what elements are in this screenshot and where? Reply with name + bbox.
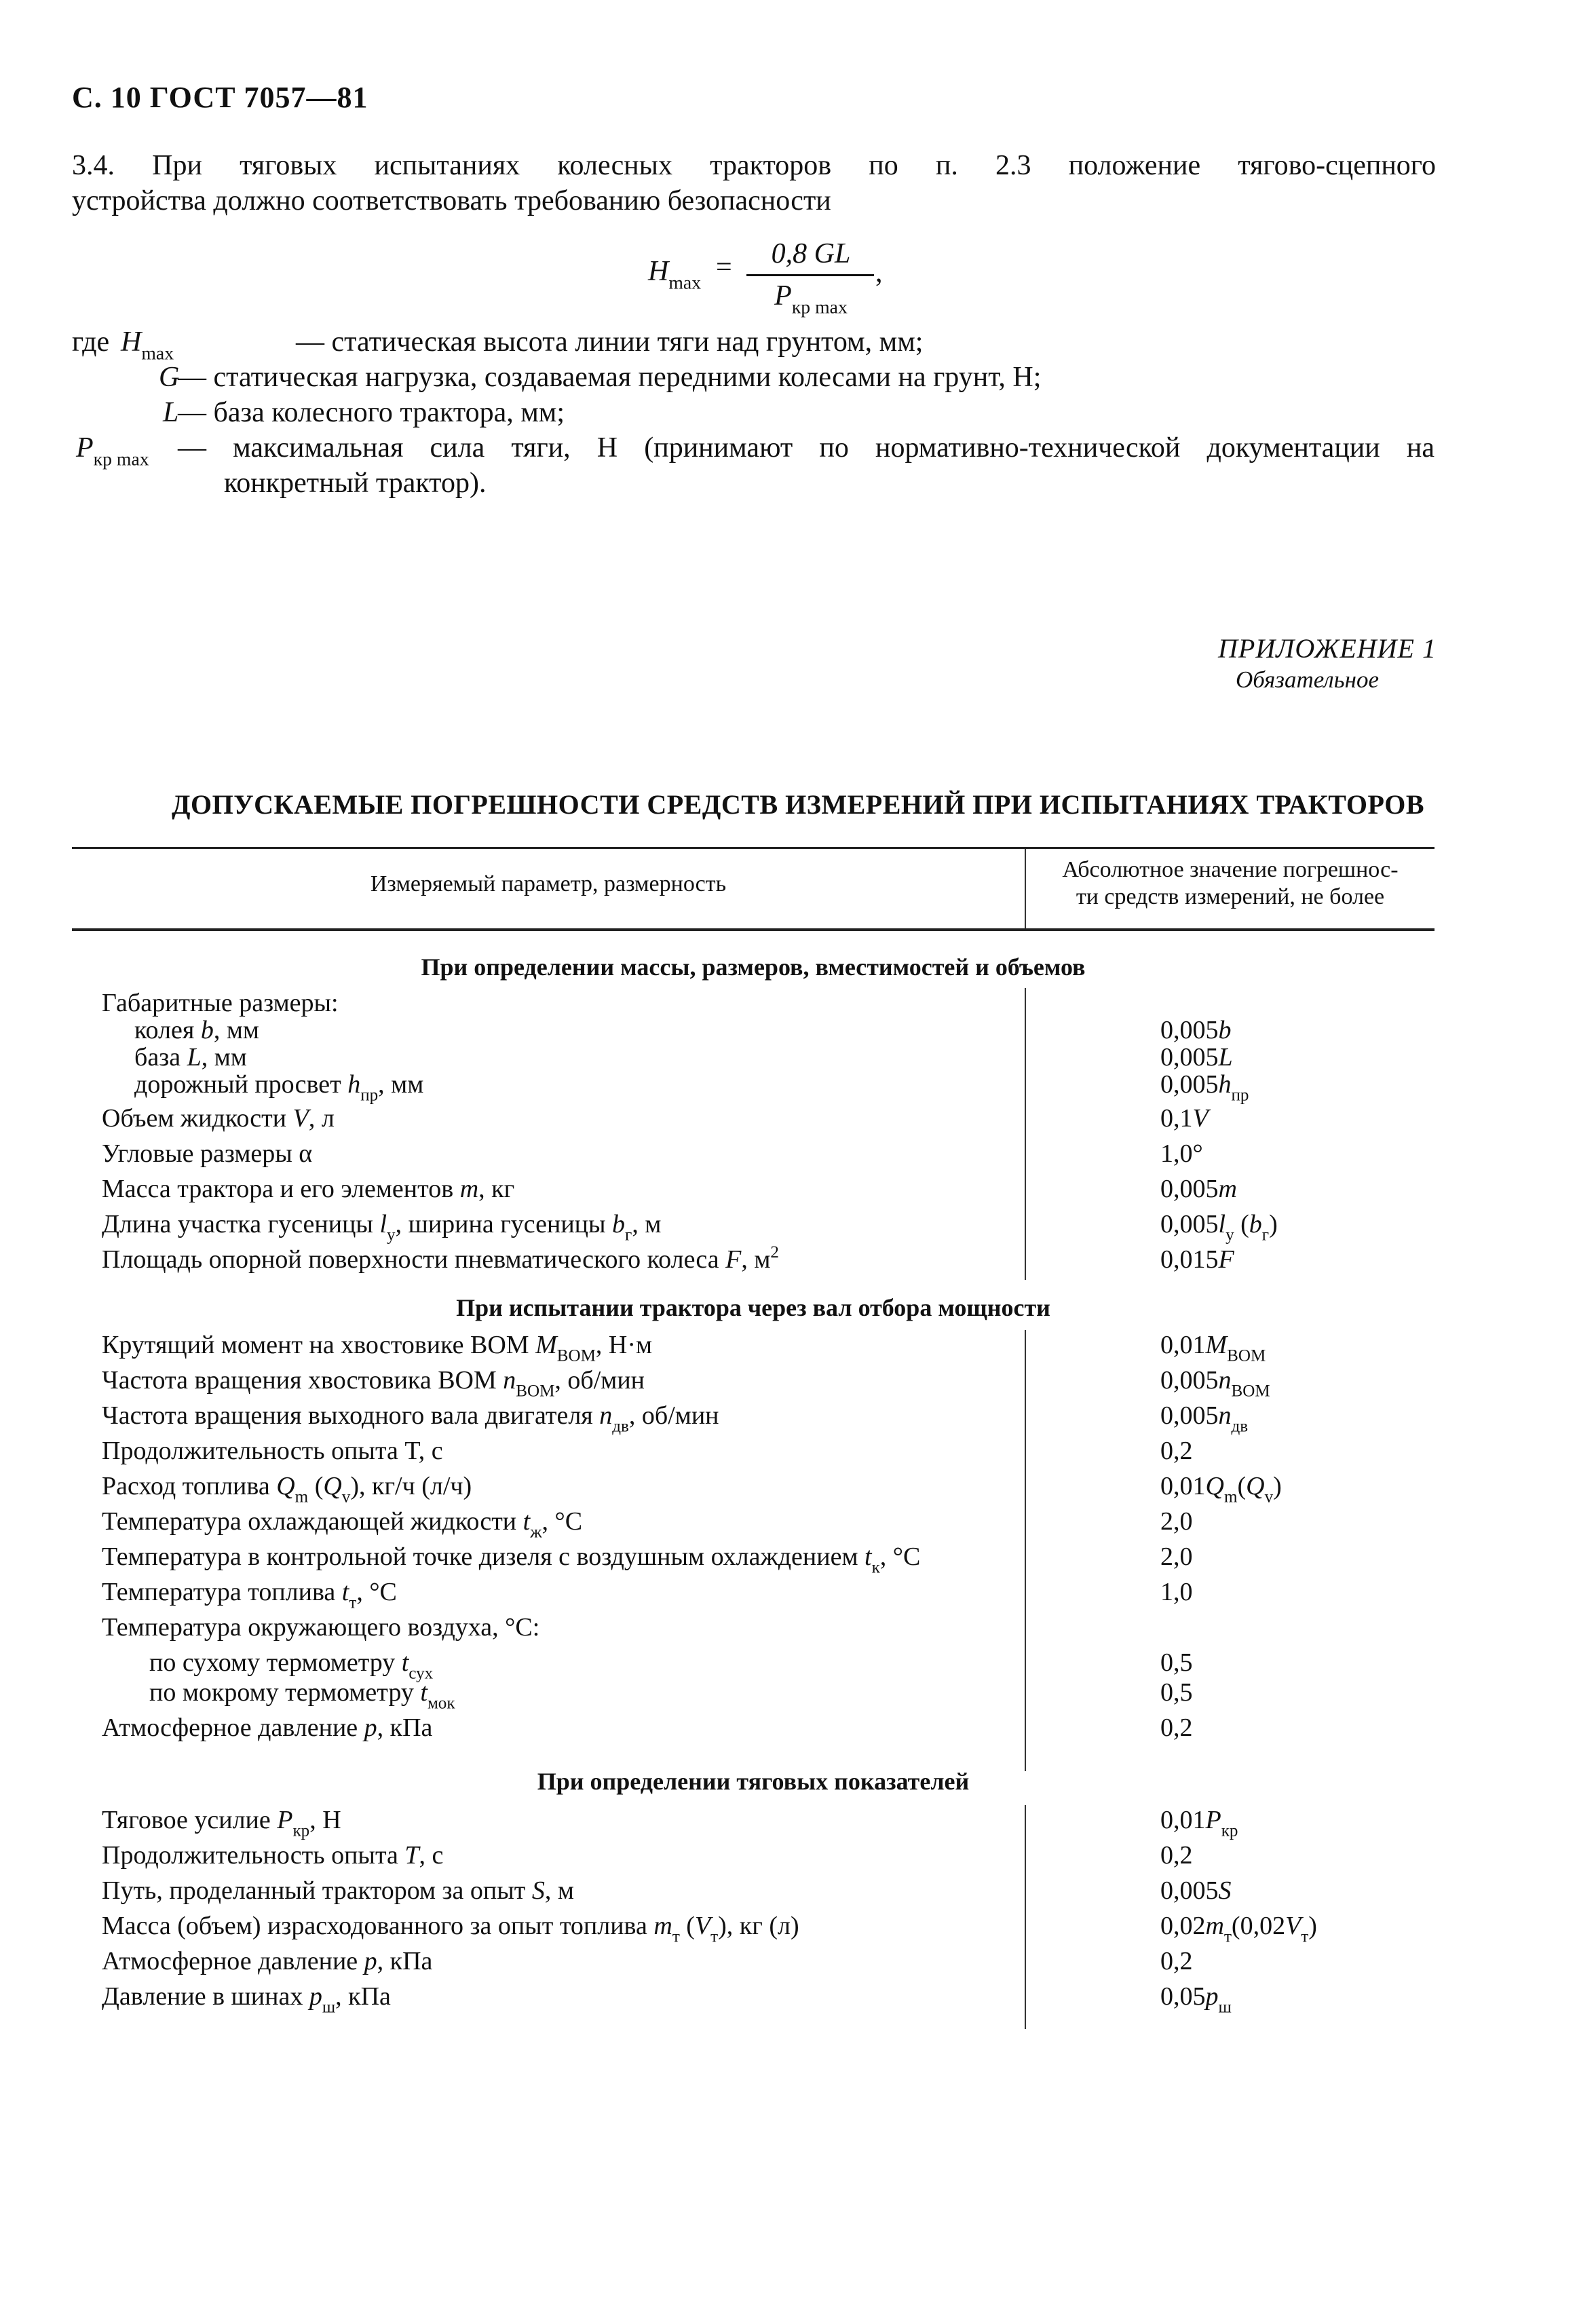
formula-numerator: 0,8 GL [771,238,851,269]
definitions-list [72,324,1497,508]
table-row: Температура окружающего воздуха, °С: [102,1613,540,1642]
table-row: Продолжительность опыта T, с 0,2 [102,1841,1193,1870]
appendix-title: ПРИЛОЖЕНИЕ 1 [1218,633,1437,664]
formula-lhs-symbol: H [648,256,669,287]
table-row: база L, мм 0,005L [134,1043,1233,1072]
paragraph-3-4-line1: 3.4. При тяговых испытаниях колесных тракторов по п. 2.3 положение тягово-сцепного [72,150,1436,181]
paragraph-3-4-line2: устройства должно соответствовать требованию безопасности [72,185,831,216]
table-row: Температура в контрольной точке дизеля с воздушным охлаждением $t_к$, °С 2,0 [102,1542,1193,1577]
definition-text: — статическая нагрузка, создаваемая передними колесами на грунт, Н; [178,362,1042,393]
table-row: Масса (объем) израсходованного за опыт топлива $m_т$ $(V_т)$, кг (л) $0,02m_т(0,02V_т)$ [102,1912,1317,1946]
column-header-parameter: Измеряемый параметр, размерность [370,871,727,896]
table-row: Температура охлаждающей жидкости $t_ж$, °С 2,0 [102,1507,1193,1542]
definition-text-cont: конкретный трактор). [224,468,487,499]
definition-text: — база колесного трактора, мм; [178,397,565,428]
table-row: Частота вращения выходного вала двигателя $n_{дв}$, об/мин $0,005n_{дв}$ [102,1401,1249,1436]
formula-den-symbol: P [774,280,792,311]
table-row: Температура топлива $t_т$, °С 1,0 [102,1578,1193,1612]
table-title: ДОПУСКАЕМЫЕ ПОГРЕШНОСТИ СРЕДСТВ ИЗМЕРЕНИЙ ПРИ ИСПЫТАНИЯХ ТРАКТОРОВ [171,789,1425,820]
formula-comma: , [875,257,883,288]
column-header-error-line1: Абсолютное значение погрешнос- [1062,857,1399,882]
formula-hmax [648,238,892,319]
definition-term: G [159,362,180,393]
table-row: Давление в шинах $p_ш$, кПа $0,05p_ш$ [102,1982,1232,2017]
table-row: по мокрому термометру $t_{мок}$ 0,5 [149,1678,1193,1713]
table-row: Расход топлива $Q_m$ $(Q_v)$, кг/ч (л/ч) $0,01Q_m(Q_v)$ [102,1472,1282,1507]
table-row: Атмосферное давление p, кПа 0,2 [102,1713,1193,1742]
formula-equals: = [716,252,732,283]
column-header-error-line2: ти средств измерений, не более [1076,884,1385,909]
definition-text: — статическая высота линии тяги над грунтом, мм; [296,326,924,358]
table-row: Тяговое усилие $P_{кр}$, Н $0,01P_{кр}$ [102,1806,1238,1840]
formula-fraction-bar [746,274,874,276]
table-row: Частота вращения хвостовика ВОМ $n_{ВОМ}$, об/мин $0,005n_{ВОМ}$ [102,1366,1270,1401]
definition-term: $H_{max}$ [121,326,174,364]
table-row: колея b, мм 0,005b [134,1016,1232,1044]
definition-where: где [72,326,110,358]
table-row: по сухому термометру $t_{сух}$ 0,5 [149,1648,1193,1683]
table-row: Крутящий момент на хвостовике ВОМ $M_{ВОМ}$, Н·м $0,01M_{ВОМ}$ [102,1331,1266,1365]
formula-den-sub: кр max [791,296,848,318]
section-title: При испытании трактора через вал отбора мощности [456,1294,1050,1321]
table-row: Атмосферное давление p, кПа 0,2 [102,1947,1193,1975]
table-row: Площадь опорной поверхности пневматического колеса F, $м^2$ 0,015F [102,1243,1234,1274]
formula-lhs-sub: max [668,271,702,293]
table-top-rule [72,847,1434,849]
definition-term: $P_{кр max}$ [76,432,149,470]
table-row: Путь, проделанный трактором за опыт S, м 0,005S [102,1876,1232,1905]
table-row: Объем жидкости V, л 0,1V [102,1104,1209,1133]
section-title: При определении тяговых показателей [537,1768,970,1795]
definition-text: — максимальная сила тяги, Н (принимают по нормативно-технической документации на [178,432,1434,463]
table-row: Угловые размеры α 1,0° [102,1139,1203,1168]
table-row: Продолжительность опыта T, с 0,2 [102,1437,1193,1465]
table-row: Габаритные размеры: [102,989,339,1017]
definition-term: L [163,397,179,428]
column-header-error [1026,856,1434,911]
page-header: С. 10 ГОСТ 7057—81 [72,81,368,114]
section-title: При определении массы, размеров, вместимостей и объемов [421,953,1086,981]
table-row: Длина участка гусеницы $l_у$, ширина гусеницы $b_г$, м $0,005l_у$ $(b_г)$ [102,1210,1278,1245]
table-row: Масса трактора и его элементов m, кг 0,005m [102,1175,1237,1203]
table-header-rule [72,928,1434,931]
table-row: дорожный просвет $h_{пр}$, мм $0,005h_{пр}$ [134,1070,1249,1105]
appendix-subtitle: Обязательное [1236,666,1379,693]
